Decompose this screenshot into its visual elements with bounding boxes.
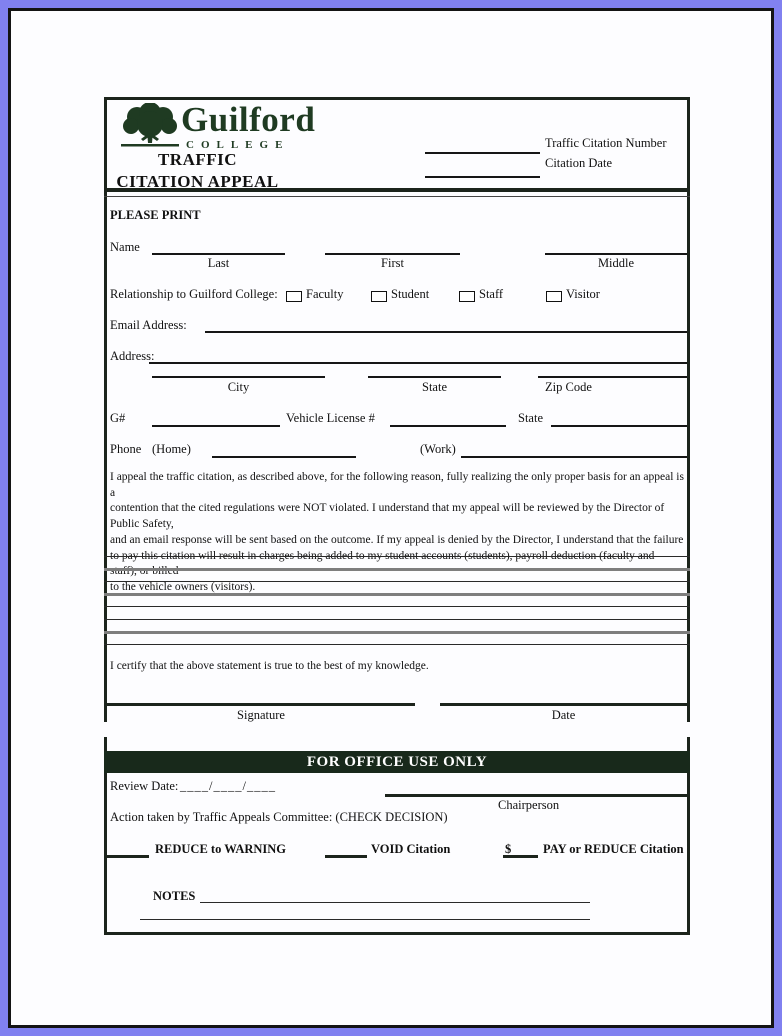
appeal-line: to pay this citation will result in charges being added to my student accounts (students), payroll deduction (faculty and staff), or billed [110,549,655,578]
citation-date-label: Citation Date [545,156,612,170]
city-field[interactable] [152,376,325,378]
certify-statement: I certify that the above statement is true to the best of my knowledge. [110,660,429,672]
signature-date-sublabel: Date [551,708,576,722]
student-checkbox[interactable] [371,291,387,302]
appeal-line: contention that the cited regulations were NOT violated. I understand that my appeal will be reviewed by the Director of Public Safety, [110,502,665,531]
reason-write-line[interactable] [104,644,690,645]
staff-option-label: Staff [479,287,504,301]
signature-date-field[interactable] [440,703,687,706]
reduce-warning-check-line[interactable] [104,855,149,858]
citation-number-label: Traffic Citation Number [545,136,667,150]
review-date-blanks[interactable]: ____/____/____ [180,779,276,793]
pay-amount-line[interactable] [503,855,538,858]
appeal-line: I appeal the traffic citation, as described above, for the following reason, fully realizing the only proper basis for an appeal is a [110,471,684,499]
doc-title-line2: CITATION APPEAL [116,172,279,191]
void-citation-label: VOID Citation [371,842,451,856]
citation-number-field[interactable] [425,152,540,154]
logo-college-text: COLLEGE [186,139,290,151]
doc-title-line1: TRAFFIC [157,150,238,169]
citation-date-field[interactable] [425,176,540,178]
oak-tree-icon [119,103,181,149]
visitor-option-label: Visitor [566,287,600,301]
vehicle-state-label: State [518,411,543,425]
notes-line-2[interactable] [140,919,590,920]
phone-label: Phone [110,442,142,456]
name-last-sublabel: Last [207,256,230,270]
zip-field[interactable] [538,376,687,378]
vehicle-state-field[interactable] [551,425,687,427]
reason-write-line[interactable] [104,556,690,557]
state-field[interactable] [368,376,501,378]
pay-reduce-label: PAY or REDUCE Citation [543,842,684,856]
name-label: Name [110,240,140,254]
phone-home-field[interactable] [212,456,356,458]
please-print-label: PLEASE PRINT [110,208,201,222]
name-middle-sublabel: Middle [597,256,635,270]
address-label: Address: [110,349,155,363]
name-middle-field[interactable] [545,253,687,255]
relationship-label: Relationship to Guilford College: [110,287,278,301]
logo-wordmark: Guilford [181,100,316,139]
faculty-checkbox[interactable] [286,291,302,302]
name-last-field[interactable] [152,253,285,255]
zip-sublabel: Zip Code [545,380,592,394]
reason-write-line[interactable] [104,581,690,582]
review-date-label: Review Date: [110,779,179,793]
action-taken-label: Action taken by Traffic Appeals Committee: (CHECK DECISION) [110,810,448,824]
phone-work-field[interactable] [461,456,687,458]
chairperson-sublabel: Chairperson [498,798,560,812]
name-first-sublabel: First [381,256,404,270]
reason-write-line[interactable] [104,631,690,634]
office-use-banner: FOR OFFICE USE ONLY [104,751,690,773]
reason-write-line[interactable] [104,619,690,620]
vehicle-license-label: Vehicle License # [286,411,375,425]
signature-sublabel: Signature [237,708,285,722]
reason-write-line[interactable] [104,606,690,607]
appeal-line: and an email response will be sent based on the outcome. If my appeal is denied by the Director, I understand that the failure [110,533,684,546]
header-separator-thin [104,196,690,197]
email-label: Email Address: [110,318,187,332]
gnumber-field[interactable] [152,425,280,427]
visitor-checkbox[interactable] [546,291,562,302]
phone-home-label: (Home) [152,442,191,456]
name-first-field[interactable] [325,253,460,255]
student-option-label: Student [391,287,430,301]
faculty-option-label: Faculty [306,287,344,301]
phone-work-label: (Work) [420,442,456,456]
signature-field[interactable] [107,703,415,706]
void-citation-check-line[interactable] [325,855,367,858]
reason-write-line[interactable] [104,593,690,596]
email-field[interactable] [205,331,687,333]
staff-checkbox[interactable] [459,291,475,302]
state-sublabel: State [422,380,447,394]
chairperson-field[interactable] [385,794,687,797]
notes-label: NOTES [153,889,196,903]
appeal-line: to the vehicle owners (visitors). [110,580,256,593]
city-sublabel: City [227,380,250,394]
reason-write-line[interactable] [104,568,690,571]
vehicle-license-field[interactable] [390,425,506,427]
reduce-warning-label: REDUCE to WARNING [155,842,287,856]
gnumber-label: G# [110,411,126,425]
notes-line-1[interactable] [200,902,590,903]
address-field[interactable] [149,362,687,364]
dollar-sign-label: $ [505,842,512,856]
appeal-statement [110,470,684,596]
